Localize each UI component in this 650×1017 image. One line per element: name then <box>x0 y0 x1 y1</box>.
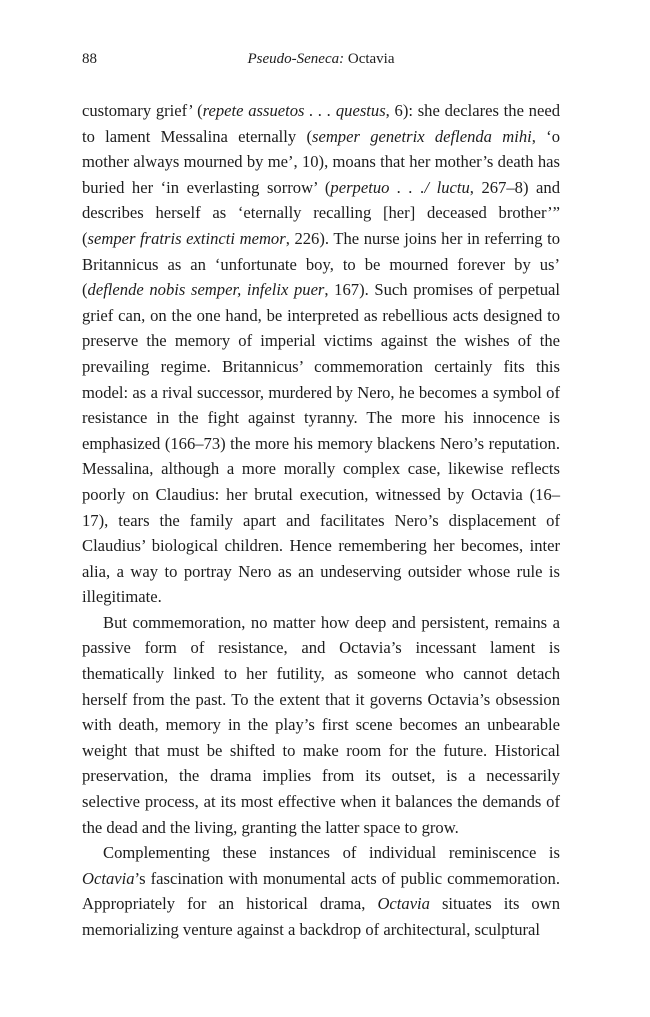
paragraph <box>82 610 560 840</box>
running-header <box>82 51 560 73</box>
text-run: , 6): she declares the need to lament Messalina eternally ( <box>82 101 560 146</box>
italic-text-run: deflende nobis semper, infelix puer <box>87 280 325 300</box>
text-run: , 167). Such promises of perpetual grief can, on the one hand, be interpreted as rebellious acts designed to preserve the memory of imperial victims against the wishes of the prevailing regime. Britannicus’ commemoration certainly fits this model: as a rival successor, murdered by Nero, he becomes a symbol of resistance in the fight against tyranny. The more his innocence is emphasized (166–73) the more his memory blackens Nero’s reputation. Messalina, although a more morally complex case, likewise reflects poorly on Claudius: her brutal execution, witnessed by Octavia (16–17), tears the family apart and facilitates Nero’s displacement of Claudius’ biological children. Hence remembering her becomes, inter alia, a way to portray Nero as an undeserving outsider whose rule is illegitimate. <box>82 280 560 607</box>
text-run: , 226). The nurse joins her in referring to Britannicus as an ‘unfortunate boy, to be mourned forever by us’ ( <box>82 228 561 300</box>
text-run: Complementing these instances of individual reminiscence is <box>103 843 560 863</box>
text-run: customary grief’ ( <box>82 101 203 120</box>
italic-text-run: perpetuo . . ./ luctu <box>330 177 470 197</box>
text-run: , ‘o mother always mourned by me’, 10), moans that her mother’s death has buried her ‘in everlasting sorrow’ ( <box>82 126 560 197</box>
paragraph <box>82 840 560 942</box>
italic-text-run: Octavia <box>82 868 135 888</box>
text-run: , 267–8) and describes herself as ‘eternally recalling [her] deceased brother’” ( <box>82 177 560 248</box>
text-run: situates its own memorializing venture against a backdrop of architectural, sculptural <box>82 894 560 939</box>
italic-text-run: semper genetrix deflenda mihi <box>312 126 532 146</box>
body-text <box>82 98 560 943</box>
text-run: But commemoration, no matter how deep and persistent, remains a passive form of resistance, and Octavia’s incessant lament is thematically linked to her futility, as someone who cannot detach herself from the past. To the extent that it governs Octavia’s obsession with death, memory in the play’s first scene becomes an unbearable weight that must be shifted to make room for the future. Historical preservation, the drama implies from its outset, is a necessarily selective process, at its most effective when it balances the demands of the dead and the living, granting the latter space to grow. <box>82 612 560 837</box>
italic-text-run: semper fratris extincti memor <box>87 228 286 248</box>
running-title-work: Octavia <box>344 51 395 67</box>
text-run: ’s fascination with monumental acts of public commemoration. Appropriately for an historical drama, <box>82 868 560 914</box>
italic-text-run: Octavia <box>377 894 430 914</box>
page-number: 88 <box>82 51 97 67</box>
italic-text-run: repete assuetos . . . questus <box>202 101 386 120</box>
paragraph <box>82 98 560 610</box>
running-title-author: Pseudo-Seneca: <box>247 51 345 67</box>
running-title <box>82 51 560 68</box>
